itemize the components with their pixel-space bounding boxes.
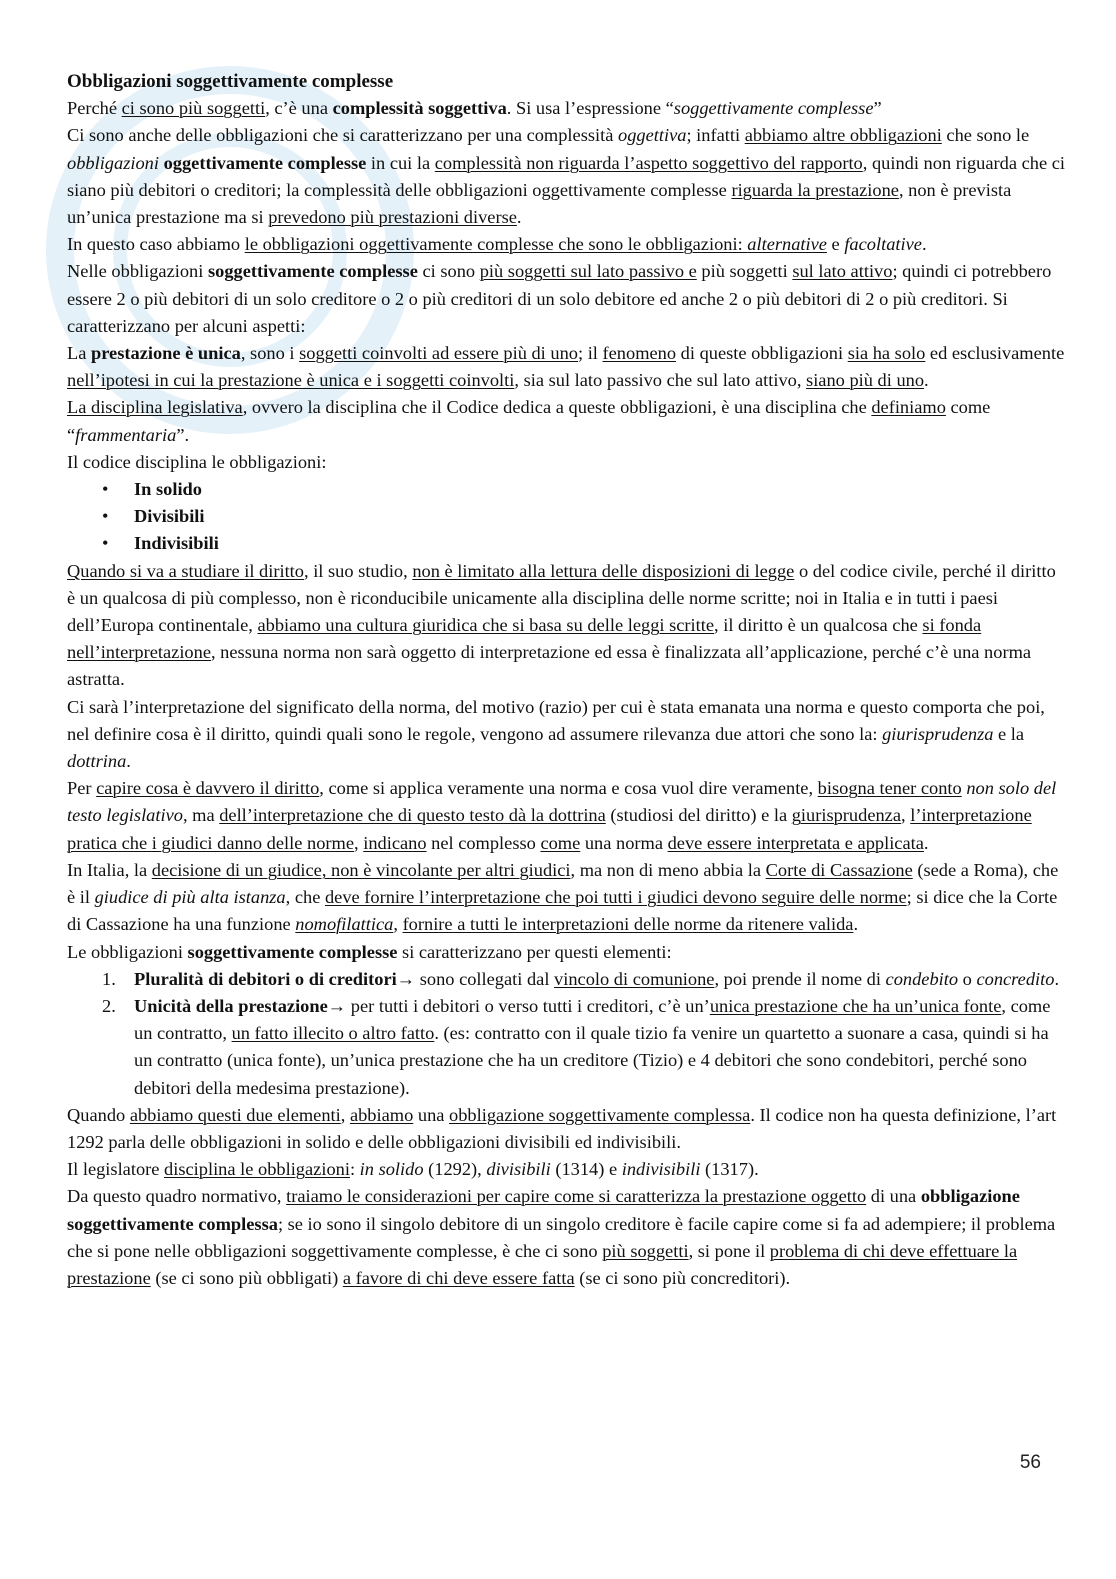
underlined-text: La disciplina legislativa [67,397,243,418]
paragraph-14 [67,1156,1067,1183]
text: Da questo quadro normativo, [67,1186,287,1207]
list-item [102,966,1067,993]
bold-text: oggettivamente complesse [163,152,367,173]
underlined-text: problema di chi deve effettuare la prestazione [67,1240,1018,1288]
text: , poi prende il nome di [714,968,886,989]
list-item [102,993,1067,1102]
underlined-text: capire cosa è davvero il diritto [96,778,320,799]
underlined-text: vincolo di comunione [554,968,715,989]
list-item: • Divisibili [134,503,1067,530]
text: : [349,1159,360,1180]
italic-text: nomofilattica [295,914,394,935]
text: o [958,968,977,989]
text: Il legislatore [67,1159,165,1180]
document-page [67,68,1067,1292]
text: Quando [67,1104,130,1125]
text: . [921,234,927,255]
text: o del codice civile, perché il diritto è un qualcosa di più complesso, non è riconducibile unicamente alla disciplina delle norme scritte; noi in Italia e in tutti i paesi dell’Europa continentale, [67,560,1056,636]
underlined-text: fornire a tutti le interpretazioni delle norme da ritenere valida [402,914,854,935]
underlined-text: dell’interpretazione che di questo testo dà la dottrina [219,805,606,826]
list-item: • Indivisibili [134,530,1067,557]
text: sono collegati dal [415,968,555,989]
text: (se ci sono più concreditori). [574,1267,791,1288]
text: . [923,832,929,853]
text: nel complesso [426,832,541,853]
section-title: Obbligazioni soggettivamente complesse [67,71,394,92]
text: di una [866,1186,921,1207]
text: , [393,914,403,935]
elements-list [67,966,1067,1102]
text: ; il [577,343,603,364]
text: ; quindi ci potrebbero essere 2 o più debitori di un solo creditore o 2 o più creditori di un solo debitore ed anche 2 o più debitori di 2 o più creditori. Si caratterizzano per alcuni aspetti: [67,261,1052,336]
text: come “ [67,397,991,445]
paragraph-11 [67,857,1067,939]
right-arrow-icon: → [396,968,416,989]
text: ; se io sono il singolo debitore di un singolo creditore è facile capire come si fa ad adempiere; il problema che si pone nelle obbligazioni soggettivamente complesse, è che ci sono [67,1213,1056,1261]
text: In questo caso abbiamo [67,234,245,255]
underlined-text: abbiamo questi due elementi [129,1104,341,1125]
underlined-text: unica prestazione che ha un’unica fonte [709,995,1002,1016]
text: , ma non di meno abbia la [570,859,766,880]
text: ” [873,98,882,119]
underlined-text: decisione di un giudice, non è vincolante per altri giudici [151,859,571,880]
page-number: 56 [1019,1452,1041,1473]
text: Ci sono anche delle obbligazioni che si caratterizzano per una complessità [67,125,619,146]
text: Per [67,778,97,799]
text: , sono i [240,343,300,364]
text: (studiosi del diritto) e la [605,805,792,826]
obligation-types-list [67,476,1067,558]
text: . (es: contratto con il quale tizio fa venire un quartetto a suonare a casa, quindi si ha un contratto (unica fonte), un’unica prestazione che ha un creditore (Tizio) e 4 debitori che sono condebitori, perché sono debitori della medesima prestazione). [134,1023,1049,1098]
text: ci sono [417,261,480,282]
underlined-text: definiamo [871,397,946,418]
bold-text: obbligazione soggettivamente complessa [67,1186,1020,1234]
text: in cui la [366,152,435,173]
underlined-text [245,234,827,254]
italic-text: giudice di più alta istanza [94,887,286,908]
bold-text: soggettivamente complesse [207,261,418,282]
italic-text: obbligazioni [67,152,159,173]
bold-text: soggettivamente complesse [187,941,398,962]
underlined-text: non è limitato alla lettura delle disposizioni di legge [412,560,795,581]
underlined-text: l’interpretazione pratica che i giudici danno delle norme [67,805,1032,853]
underlined-text: disciplina le obbligazioni [164,1159,350,1180]
italic-text: indivisibili [621,1159,701,1180]
text: Nelle obbligazioni [67,261,208,282]
text: , ovvero la disciplina che il Codice dedica a queste obbligazioni, è una disciplina che [242,397,872,418]
bold-text: Unicità della prestazione [134,995,328,1016]
underlined-text: come [540,832,581,853]
underlined-text: bisogna tener conto [817,778,962,799]
text: per tutti i debitori o verso tutti i creditori, c’è un’ [346,995,710,1016]
underlined-text: più soggetti [602,1240,689,1261]
text: . [1054,968,1060,989]
underlined-text: deve essere interpretata e applicata [667,832,924,853]
text: . [853,914,859,935]
text: , come un contratto, [134,995,1051,1044]
underlined-text: a favore di chi deve essere fatta [342,1267,575,1288]
text: , [340,1104,350,1125]
underlined-text: traiamo le considerazioni per capire come si caratterizza la prestazione oggetto [286,1186,867,1207]
text: Perché [67,98,122,119]
text: ; si dice che la Corte di Cassazione ha una funzione [67,887,1058,935]
text: . Si usa l’espressione “ [506,98,674,119]
text: , non è prevista un’unica prestazione ma si [67,179,1012,228]
list-item: • In solido [134,476,1067,503]
underlined-text: Quando si va a studiare il diritto [67,560,304,581]
text: e [826,234,845,255]
underlined-text: abbiamo [349,1104,414,1125]
text: (1317). [700,1159,759,1180]
text: (1292), [423,1159,487,1180]
underlined-text [295,914,393,934]
text: e la [993,723,1025,744]
italic-text: oggettiva [618,125,687,146]
bold-text: complessità soggettiva [332,98,507,119]
text: In Italia, la [67,859,152,880]
paragraph-8 [67,558,1067,694]
text: . Il codice non ha questa definizione, l’art 1292 parla delle obbligazioni in solido e delle obbligazioni divisibili ed indivisibili. [67,1104,1057,1152]
text: , ma [182,805,220,826]
text: , il diritto è un qualcosa che [714,615,923,636]
paragraph-13 [67,1102,1067,1156]
paragraph-7: Il codice disciplina le obbligazioni: [67,451,327,472]
underlined-text: nell’ipotesi in cui la prestazione è unica e i soggetti coinvolti [67,370,515,391]
text: si caratterizzano per questi elementi: [397,941,672,962]
text: . [126,751,131,772]
italic-text: alternative [747,234,827,255]
text: ”. [176,424,190,445]
text: , il suo studio, [304,560,413,581]
text: Le obbligazioni [67,941,188,962]
underlined-text: prevedono più prestazioni diverse [268,207,517,228]
list-number: 1. [102,968,116,989]
underlined-text: fenomeno [602,343,677,364]
italic-text: frammentaria [75,424,177,445]
underlined-text: indicano [363,832,427,853]
text: Ci sarà l’interpretazione del significato della norma, del motivo (razio) per cui è stata emanata una norma e questo comporta che poi, nel definire cosa è il diritto, quindi quali sono le regole, vengono ad assumere rilevanza due attori che sono la: [67,696,1045,744]
underlined-text: complessità non riguarda l’aspetto soggettivo del rapporto [434,152,863,173]
italic-text: soggettivamente complesse [673,98,874,119]
right-arrow-icon: → [327,995,347,1016]
italic-text: condebito [885,968,959,989]
text: , sia sul lato passivo che sul lato attivo, [514,370,807,391]
underlined-text: sia ha solo [847,343,926,364]
italic-text: concredito [976,968,1055,989]
underlined-text: giurisprudenza [791,805,902,826]
italic-text: non solo del testo legislativo [67,778,1057,826]
underlined-text: abbiamo una cultura giuridica che si basa su delle leggi scritte [257,615,715,636]
underlined-text: siano più di uno [806,370,925,391]
paragraph-6 [67,394,1067,448]
paragraph-9 [67,694,1067,776]
paragraph-3 [67,231,1067,258]
underlined-text: più soggetti sul lato passivo e [479,261,697,282]
underlined-text: deve fornire l’interpretazione che poi tutti i giudici devono seguire delle norme [324,887,907,908]
text: , c’è una [265,98,333,119]
paragraph-5 [67,340,1067,394]
text: ed esclusivamente [925,343,1065,364]
italic-text: giurisprudenza [882,723,994,744]
text: (sede a Roma), che è il [67,859,1059,908]
italic-text: divisibili [486,1159,551,1180]
underlined-text: Corte di Cassazione [765,859,913,880]
text: , si pone il [688,1240,770,1261]
paragraph-15 [67,1183,1067,1292]
text: , nessuna norma non sarà oggetto di interpretazione ed essa è finalizzata all’applicazione, perché c’è una norma astratta. [67,642,1032,690]
underlined-text: soggetti coinvolti ad essere più di uno [299,343,578,364]
text: (se ci sono più obbligati) [150,1267,343,1288]
underlined-text: sul lato attivo [792,261,893,282]
bold-text: prestazione è unica [91,343,241,364]
paragraph-1 [67,95,1067,122]
paragraph-12 [67,939,1067,966]
underlined-text: un fatto illecito o altro fatto [231,1023,435,1044]
italic-text: in solido [359,1159,424,1180]
text: di queste obbligazioni [676,343,848,364]
paragraph-10 [67,775,1067,857]
underlined-text: abbiamo altre obbligazioni [744,125,942,146]
italic-text: dottrina [67,751,127,772]
text: che sono le [941,125,1030,146]
paragraph-2 [67,122,1067,231]
italic-text: facoltative [844,234,922,255]
underlined-text: obbligazione soggettivamente complessa [449,1104,751,1125]
list-number: 2. [102,995,116,1016]
paragraph-4 [67,258,1067,340]
text: La [67,343,91,364]
text: , come si applica veramente una norma e cosa vuol dire veramente, [319,778,818,799]
underlined-text: ci sono più soggetti [121,98,266,119]
text: . [516,207,522,228]
underlined-text: si fonda nell’interpretazione [67,615,982,663]
text: . [924,370,929,391]
text: (1314) e [550,1159,622,1180]
text: più soggetti [696,261,793,282]
underlined-text: riguarda la prestazione [731,179,899,200]
text: , che [285,887,325,908]
text: una norma [580,832,668,853]
text: le obbligazioni oggettivamente complesse che sono le obbligazioni: [244,234,748,255]
text: , [354,832,364,853]
text: , [901,805,911,826]
bold-text: Pluralità di debitori o di creditori [134,968,397,989]
text: ; infatti [686,125,745,146]
text: , quindi non riguarda che ci siano più debitori o creditori; la complessità delle obbligazioni oggettivamente complesse [67,152,1065,200]
text: una [413,1104,450,1125]
